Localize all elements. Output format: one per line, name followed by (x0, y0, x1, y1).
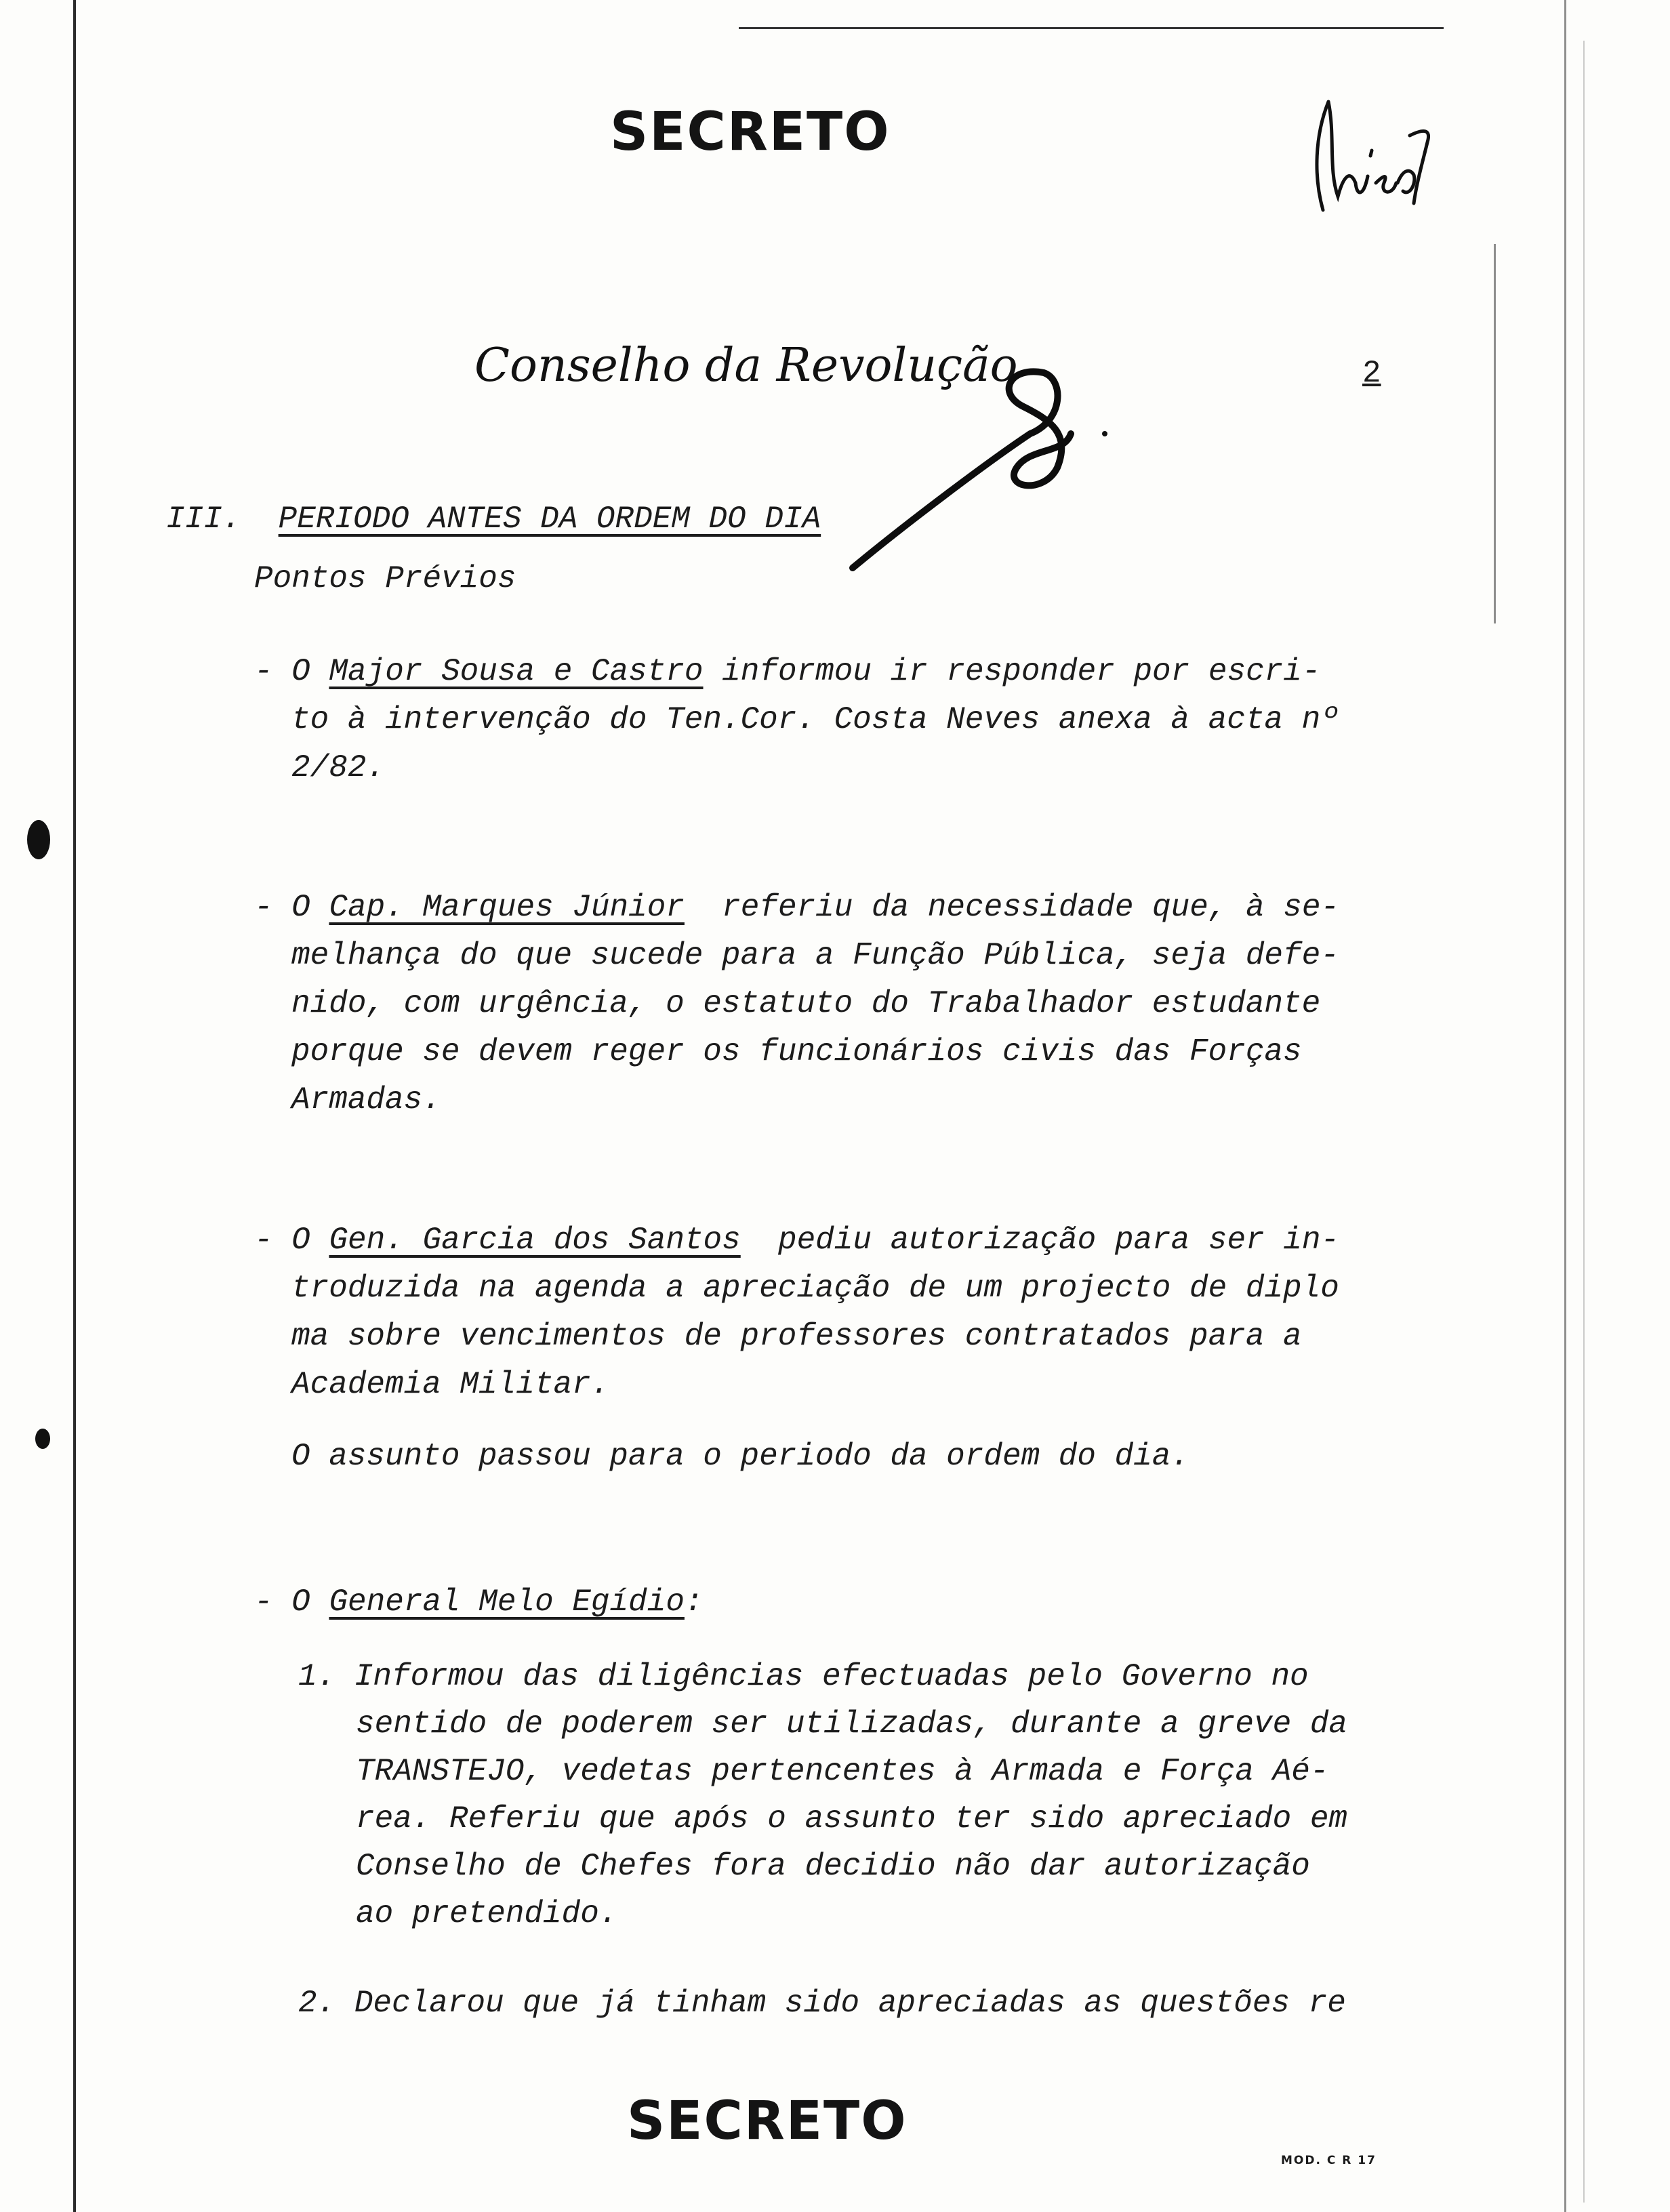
item1-line3: 2/82. (291, 750, 386, 785)
item2-line2: melhança do que sucede para a Função Pública, seja defe- (291, 938, 1339, 973)
item2-name: Cap. Marques Júnior (329, 890, 685, 925)
item3-line3: ma sobre vencimentos de professores contratados para a (291, 1319, 1302, 1354)
secret-stamp-top: SECRETO (610, 102, 891, 163)
form-code: MOD. C R 17 (1281, 2154, 1377, 2167)
item1-line2: to à intervenção do Ten.Cor. Costa Neves anexa à acta nº (291, 702, 1339, 737)
item3-line4: Academia Militar. (291, 1367, 610, 1402)
item3-note: O assunto passou para o periodo da ordem do dia. (291, 1439, 1190, 1474)
item4-sub2-line1: 2. Declarou que já tinham sido apreciadas as questões re (298, 1986, 1346, 2021)
item3-name: Gen. Garcia dos Santos (329, 1223, 741, 1258)
item3-line2: troduzida na agenda a apreciação de um projecto de diplo (291, 1271, 1339, 1306)
item4-sub1-line1: 1. Informou das diligências efectuadas pelo Governo no (298, 1659, 1309, 1694)
item2-line3: nido, com urgência, o estatuto do Trabalhador estudante (291, 986, 1321, 1021)
item4-sub1-line5: Conselho de Chefes fora decidio não dar autorização (356, 1849, 1310, 1884)
section-heading (166, 496, 821, 542)
item1-line1: - O Major Sousa e Castro informou ir responder por escri- (254, 654, 1321, 689)
section-numeral: III. (166, 501, 241, 537)
letterhead-conselho: Conselho da Revolução (474, 339, 1018, 392)
scan-border-right-inner (1494, 244, 1496, 623)
scan-border-right (1564, 0, 1566, 2212)
item1-name: Major Sousa e Castro (329, 654, 704, 689)
item4-line1: - O General Melo Egídio: (254, 1584, 704, 1620)
scan-border-right-secondary (1583, 41, 1585, 2203)
item2-line5: Armadas. (291, 1082, 441, 1118)
item3-line1: - O Gen. Garcia dos Santos pediu autorização para ser in- (254, 1223, 1340, 1258)
punch-hole-upper (27, 820, 50, 859)
section-subtitle: Pontos Prévios (254, 561, 516, 596)
item4-sub1-line3: TRANSTEJO, vedetas pertencentes à Armada e Força Aé- (356, 1754, 1329, 1789)
item2-line1: - O Cap. Marques Júnior referiu da necessidade que, à se- (254, 890, 1340, 925)
scan-border-left (73, 0, 76, 2212)
item4-sub1-line6: ao pretendido. (356, 1896, 618, 1931)
top-rule (739, 27, 1444, 29)
item4-name: General Melo Egídio (329, 1584, 685, 1620)
item4-sub1-line2: sentido de poderem ser utilizadas, durante a greve da (356, 1706, 1348, 1742)
item2-line4: porque se devem reger os funcionários civis das Forças (291, 1034, 1302, 1069)
page-number: 2 (1362, 356, 1381, 391)
item4-sub1-line4: rea. Referiu que após o assunto ter sido apreciado em (356, 1801, 1348, 1837)
secret-stamp-bottom: SECRETO (627, 2091, 908, 2152)
section-title: PERIODO ANTES DA ORDEM DO DIA (278, 501, 821, 537)
punch-hole-lower (35, 1429, 50, 1449)
